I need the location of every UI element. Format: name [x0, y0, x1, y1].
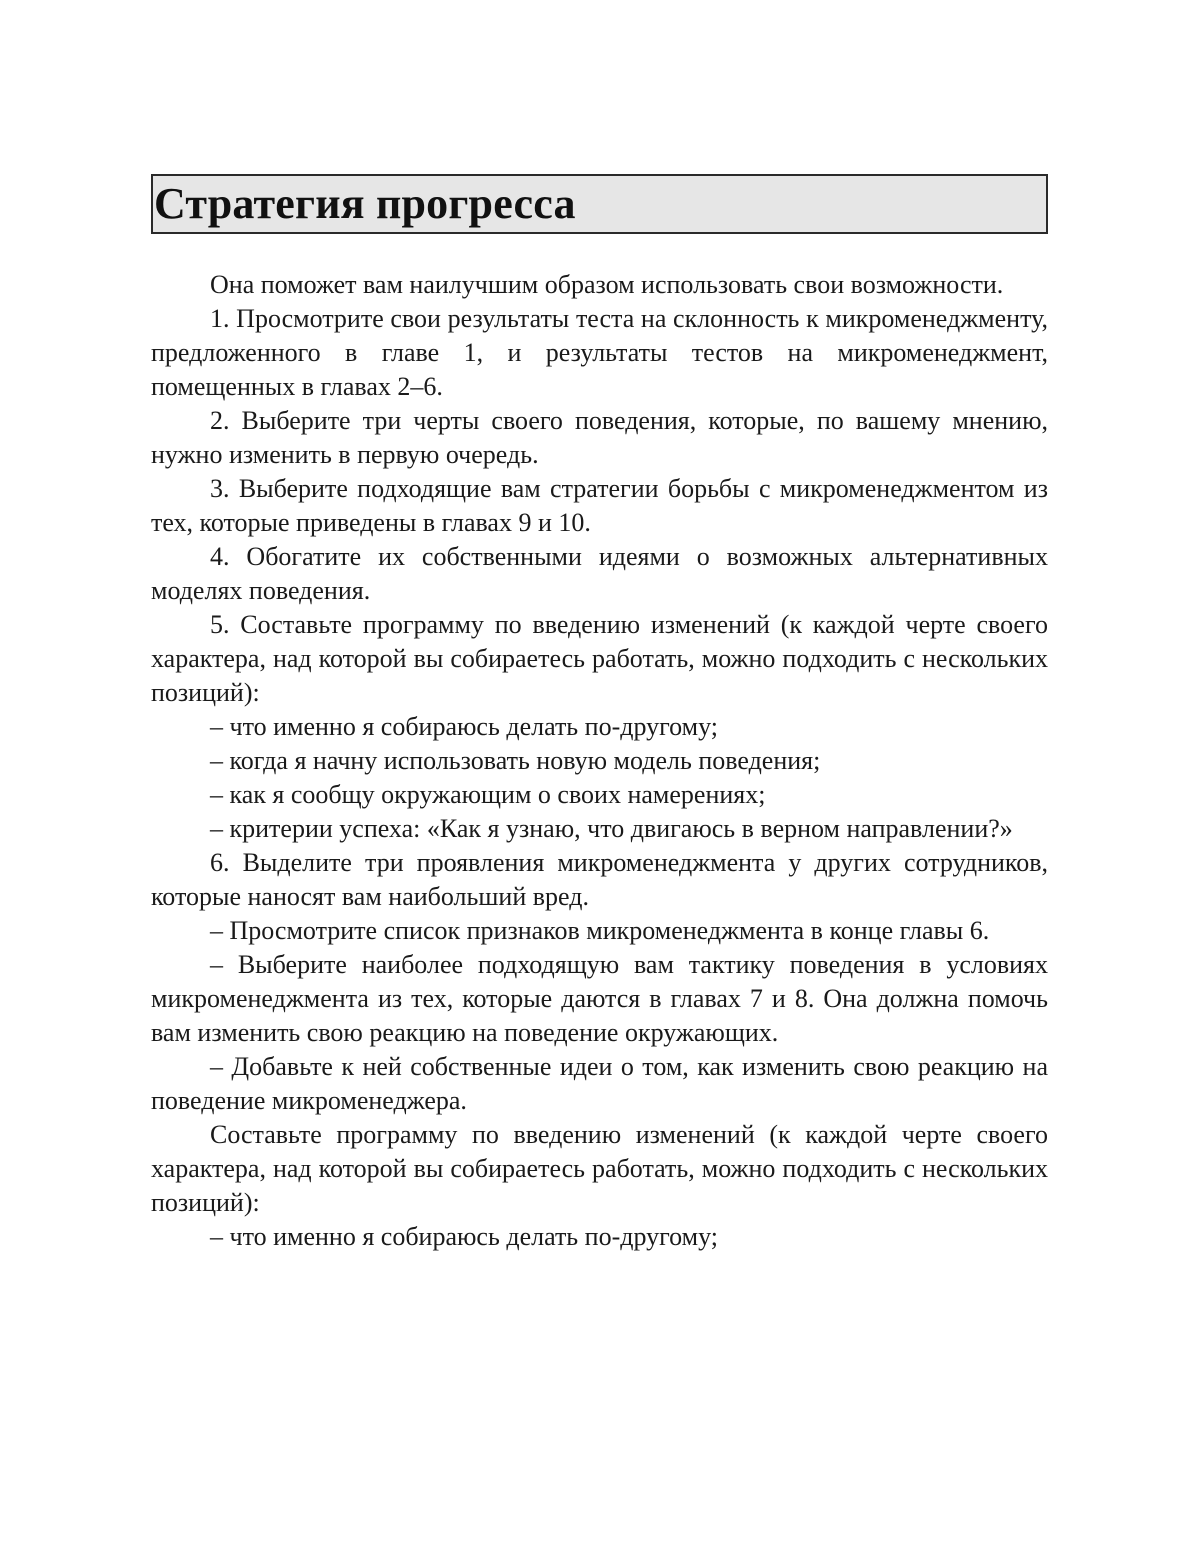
paragraph-step-1: 1. Просмотрите свои результаты теста на склонность к микроменеджменту, предложенного в главе 1, и результаты тестов на микроменеджмент, помещенных в главах 2–6. — [151, 304, 1048, 401]
list-item: – что именно я собираюсь делать по-другому; — [210, 1222, 718, 1251]
paragraph-step-4: 4. Обогатите их собственными идеями о возможных альтернативных моделях поведения. — [151, 542, 1048, 605]
list-item: – критерии успеха: «Как я узнаю, что двигаюсь в верном направлении?» — [210, 814, 1013, 843]
list-item: – как я сообщу окружающим о своих намерениях; — [210, 780, 766, 809]
list-item: – Просмотрите список признаков микроменеджмента в конце главы 6. — [210, 916, 990, 945]
document-page — [151, 174, 1048, 1254]
list-item: – когда я начну использовать новую модель поведения; — [210, 746, 821, 775]
list-item: – Добавьте к ней собственные идеи о том, как изменить свою реакцию на поведение микроменеджера. — [151, 1052, 1048, 1115]
paragraph-step-5: 5. Составьте программу по введению изменений (к каждой черте своего характера, над которой вы собираетесь работать, можно подходить с нескольких позиций): — [151, 610, 1048, 707]
paragraph-step-6: 6. Выделите три проявления микроменеджмента у других сотрудников, которые наносят вам наибольший вред. — [151, 848, 1048, 911]
list-item: – Выберите наиболее подходящую вам тактику поведения в условиях микроменеджмента из тех, которые даются в главах 7 и 8. Она должна помочь вам изменить свою реакцию на поведение окружающих. — [151, 950, 1048, 1047]
paragraph-intro: Она поможет вам наилучшим образом использовать свои возможности. — [210, 270, 1004, 299]
section-title-box — [151, 174, 1048, 234]
section-title: Стратегия прогресса — [154, 179, 576, 228]
paragraph-step-3: 3. Выберите подходящие вам стратегии борьбы с микроменеджментом из тех, которые приведены в главах 9 и 10. — [151, 474, 1048, 537]
paragraph-program: Составьте программу по введению изменений (к каждой черте своего характера, над которой вы собираетесь работать, можно подходить с нескольких позиций): — [151, 1120, 1048, 1217]
list-item: – что именно я собираюсь делать по-другому; — [210, 712, 718, 741]
paragraph-step-2: 2. Выберите три черты своего поведения, которые, по вашему мнению, нужно изменить в первую очередь. — [151, 406, 1048, 469]
document-body — [151, 268, 1048, 1254]
